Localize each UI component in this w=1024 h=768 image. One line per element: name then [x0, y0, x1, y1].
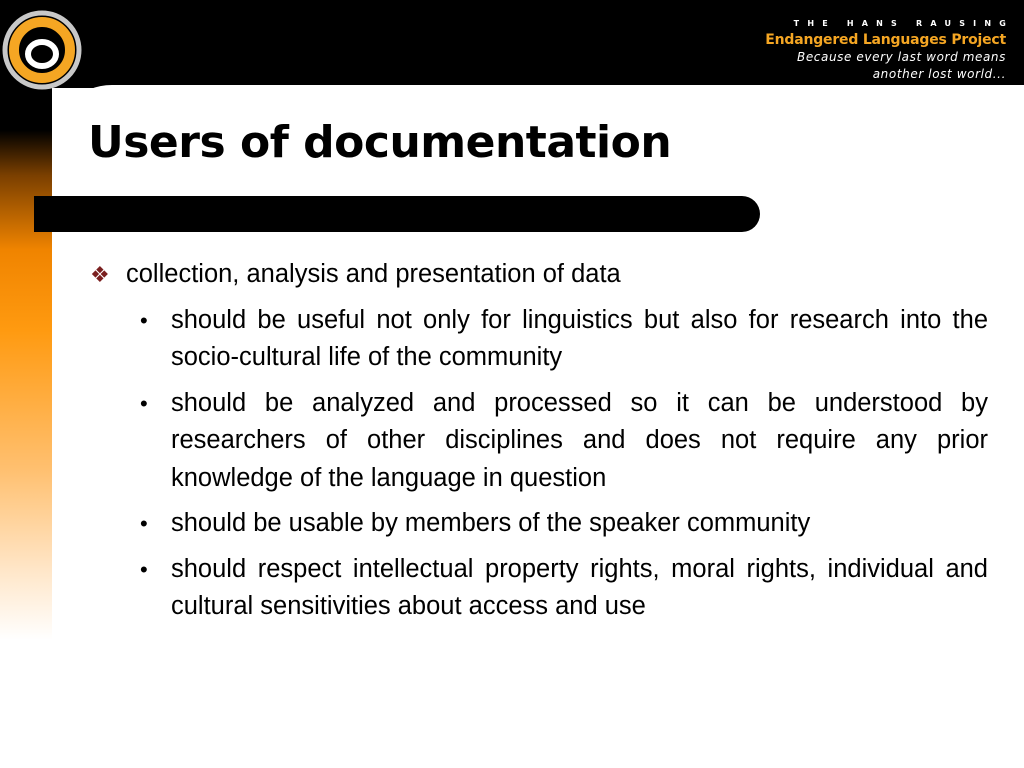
slide-body: [90, 256, 988, 626]
dot-bullet-icon: •: [140, 511, 148, 536]
sub-bullet-text: should be useful not only for linguistics but also for research into the socio-cultural life of the community: [171, 305, 988, 371]
sub-bullet-text: should be analyzed and processed so it can be understood by researchers of other disciplines and does not require any prior knowledge of the language in question: [171, 388, 988, 492]
brand-block: [765, 19, 1014, 82]
dot-bullet-icon: •: [140, 390, 148, 416]
dot-bullet-icon: •: [140, 307, 148, 333]
bullet-level1-text: collection, analysis and presentation of data: [126, 260, 621, 288]
sub-bullet-text: should be usable by members of the speaker community: [171, 509, 811, 537]
left-gradient-band: [0, 0, 52, 640]
bullet-level1: [90, 256, 988, 294]
dot-bullet-icon: •: [140, 556, 148, 582]
title-underline-bar: [34, 196, 760, 232]
sub-bullet-2: [138, 385, 988, 498]
brand-tagline-line1: Because every last word means: [796, 50, 1006, 64]
brand-top-text: THE HANS RAUSING: [793, 19, 1014, 28]
sub-bullet-4: [138, 551, 988, 626]
four-diamond-bullet-icon: ❖: [90, 262, 110, 287]
brand-tagline-line2: another lost world...: [872, 67, 1006, 81]
sub-bullet-text: should respect intellectual property rights, moral rights, individual and cultural sensitivities about access and use: [171, 554, 988, 620]
slide-title: Users of documentation: [88, 117, 672, 168]
elp-logo-icon: [2, 2, 84, 94]
sub-bullet-3: [138, 505, 988, 543]
sub-bullet-1: [138, 302, 988, 377]
brand-name: Endangered Languages Project: [765, 32, 1006, 48]
